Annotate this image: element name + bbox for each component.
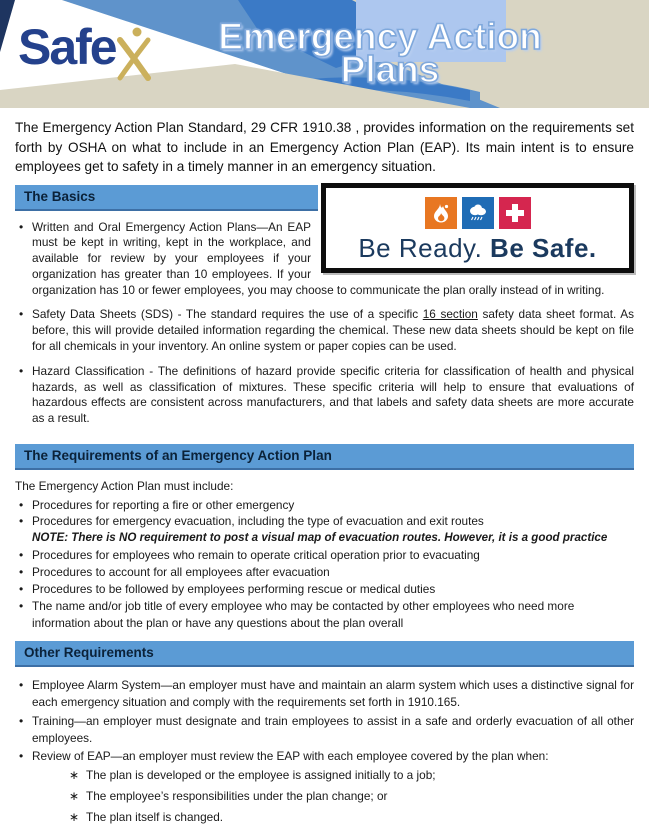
be-safe-text: Be Safe. [490, 232, 597, 263]
sub-item-text: The plan itself is changed. [86, 810, 224, 825]
list-item: • Procedures to account for all employees after evacuation [15, 564, 634, 581]
list-item [15, 513, 634, 547]
section-heading-requirements: The Requirements of an Emergency Action Plan [15, 444, 634, 470]
sub-list-item [32, 809, 634, 826]
requirements-intro: The Emergency Action Plan must include: [15, 479, 234, 494]
list-item [15, 748, 634, 826]
list-item: • Procedures to be followed by employees performing rescue or medical duties [15, 581, 634, 598]
page-title [170, 16, 590, 90]
sds-underlined-text: 16 section [422, 307, 478, 322]
header-banner [0, 0, 649, 108]
list-item [15, 307, 634, 354]
review-eap-sub-list [32, 767, 634, 826]
requirement-text: Procedures for emergency evacuation, including the type of evacuation and exit routes [32, 514, 484, 529]
intro-paragraph: The Emergency Action Plan Standard, 29 CFR 1910.38 , provides information on the requirements set forth by OSHA on what to include in an Emergency Action Plan (EAP). Its main intent is to ensure employees get to safety in a timely manner in an emergency situation. [15, 120, 634, 174]
safex-logo-text: Safe [18, 19, 116, 75]
sds-text-pre: Safety Data Sheets (SDS) - The standard requires the use of a specific [32, 307, 423, 322]
sds-text-post: safety data sheet format. As before, this will provide detailed information regarding the chemical. These new data sheets should be kept on file for all chemicals in your inventory. An online system or paper copies can be used. [32, 307, 634, 354]
requirements-bullet-list [15, 497, 634, 632]
list-item: • Written and Oral Emergency Action Plans—An EAP must be kept in writing, kept in the workplace, and available for review by your employees if your organization has greater than 10 employees. If your organization has 10 or fewer employees, you may choose to communicate the plan orally instead of in writing. [15, 220, 634, 299]
list-item: • Hazard Classification - The definitions of hazard provide specific criteria for classification of health and physical hazards, as well as classification of mixtures. These specific criteria will help to ensure that evaluations of hazardous effects are consistent across manufacturers, and that labels and safety data sheets are more accurate as a result. [15, 364, 634, 427]
safex-logo [18, 19, 154, 82]
be-ready-text: Be Ready. [358, 232, 491, 263]
sub-list-item [32, 767, 634, 784]
list-item: • Employee Alarm System—an employer must have and maintain an alarm system which uses a distinctive signal for each emergency situation and comply with the requirements set forth in 1910.165. [15, 677, 634, 711]
list-item: • Training—an employer must designate and train employees to assist in a safe and orderly evacuation of all other employees. [15, 713, 634, 747]
note-text: NOTE: There is NO requirement to post a visual map of evacuation routes. However, it is a good practice [32, 531, 608, 545]
review-eap-text: Review of EAP—an employer must review the EAP with each employee covered by the plan when: [32, 749, 549, 764]
list-item: • The name and/or job title of every employee who may be contacted by other employees who need more information about the plan or have any questions about the plan overall [15, 598, 634, 632]
page-title-line1: Emergency Action [218, 16, 542, 57]
section-heading-other-requirements: Other Requirements [15, 641, 634, 667]
list-item: • Procedures for employees who remain to operate critical operation prior to evacuating [15, 547, 634, 564]
page-title-line2: Plans [340, 49, 440, 90]
other-requirements-bullet-list [15, 677, 634, 826]
section-heading-the-basics: The Basics [15, 185, 318, 211]
asterisk-marker: ∗ [68, 768, 80, 783]
sub-item-text: The employee’s responsibilities under the plan change; or [86, 789, 388, 804]
basics-bullet-list [15, 220, 634, 428]
list-item: • Procedures for reporting a fire or other emergency [15, 497, 634, 514]
sub-item-text: The plan is developed or the employee is assigned initially to a job; [86, 768, 436, 783]
safex-x-person-icon [114, 24, 154, 82]
section-the-basics [0, 185, 649, 445]
asterisk-marker: ∗ [68, 810, 80, 825]
sub-list-item [32, 788, 634, 805]
asterisk-marker: ∗ [68, 789, 80, 804]
